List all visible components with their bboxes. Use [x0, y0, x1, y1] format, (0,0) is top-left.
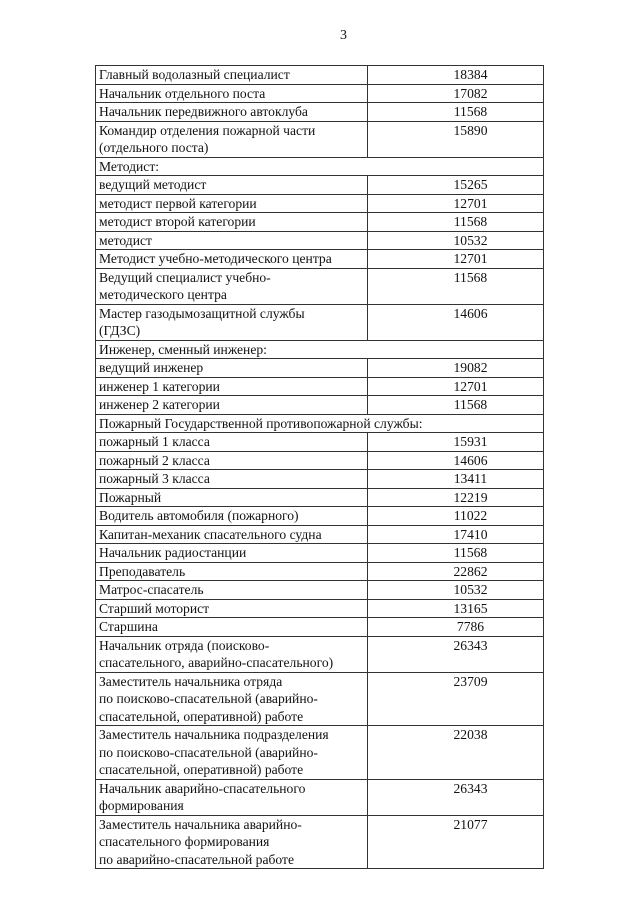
- table-row: [96, 231, 544, 250]
- position-name: Старший моторист: [96, 599, 368, 618]
- table-row: [96, 103, 544, 122]
- table-row: [96, 66, 544, 85]
- salary-value: 10532: [368, 231, 544, 250]
- salary-value: 22038: [368, 726, 544, 780]
- position-name: Старшина: [96, 618, 368, 637]
- salary-value: 17082: [368, 84, 544, 103]
- section-title: Пожарный Государственной противопожарной службы:: [96, 414, 544, 433]
- table-section-header: [96, 414, 544, 433]
- salary-value: 15931: [368, 433, 544, 452]
- salary-table: [95, 65, 544, 869]
- position-name: Заместитель начальника подразделения по поисково-спасательной (аварийно- спасательной, оперативной) работе: [96, 726, 368, 780]
- salary-value: 18384: [368, 66, 544, 85]
- table-row: [96, 507, 544, 526]
- table-row: [96, 213, 544, 232]
- salary-value: 11568: [368, 103, 544, 122]
- table-row: [96, 396, 544, 415]
- salary-value: 13411: [368, 470, 544, 489]
- table-row: [96, 779, 544, 815]
- salary-value: 12701: [368, 250, 544, 269]
- position-name: методист: [96, 231, 368, 250]
- salary-value: 12701: [368, 377, 544, 396]
- position-name: инженер 1 категории: [96, 377, 368, 396]
- position-name: Начальник передвижного автоклуба: [96, 103, 368, 122]
- position-name: Главный водолазный специалист: [96, 66, 368, 85]
- position-name: Командир отделения пожарной части (отдельного поста): [96, 121, 368, 157]
- salary-value: 12219: [368, 488, 544, 507]
- position-name: пожарный 2 класса: [96, 451, 368, 470]
- salary-value: 12701: [368, 194, 544, 213]
- table-row: [96, 470, 544, 489]
- position-name: Начальник отряда (поисково- спасательного, аварийно-спасательного): [96, 636, 368, 672]
- position-name: Начальник аварийно-спасательного формирования: [96, 779, 368, 815]
- table-row: [96, 581, 544, 600]
- position-name: Водитель автомобиля (пожарного): [96, 507, 368, 526]
- position-name: инженер 2 категории: [96, 396, 368, 415]
- salary-value: 11568: [368, 544, 544, 563]
- table-row: [96, 433, 544, 452]
- table-row: [96, 672, 544, 726]
- section-title: Методист:: [96, 157, 544, 176]
- position-name: ведущий методист: [96, 176, 368, 195]
- page-number: 3: [340, 28, 347, 43]
- position-name: методист первой категории: [96, 194, 368, 213]
- salary-value: 10532: [368, 581, 544, 600]
- salary-value: 13165: [368, 599, 544, 618]
- table-section-header: [96, 340, 544, 359]
- position-name: пожарный 1 класса: [96, 433, 368, 452]
- salary-value: 26343: [368, 779, 544, 815]
- position-name: Пожарный: [96, 488, 368, 507]
- position-name: ведущий инженер: [96, 359, 368, 378]
- table-row: [96, 359, 544, 378]
- position-name: Капитан-механик спасательного судна: [96, 525, 368, 544]
- table-row: [96, 84, 544, 103]
- table-row: [96, 451, 544, 470]
- table-row: [96, 268, 544, 304]
- table-row: [96, 525, 544, 544]
- salary-value: 11568: [368, 396, 544, 415]
- position-name: Методист учебно-методического центра: [96, 250, 368, 269]
- table-row: [96, 488, 544, 507]
- salary-value: 23709: [368, 672, 544, 726]
- salary-value: 15265: [368, 176, 544, 195]
- salary-value: 11022: [368, 507, 544, 526]
- salary-value: 26343: [368, 636, 544, 672]
- salary-value: 19082: [368, 359, 544, 378]
- table-row: [96, 121, 544, 157]
- table-row: [96, 562, 544, 581]
- position-name: пожарный 3 класса: [96, 470, 368, 489]
- section-title: Инженер, сменный инженер:: [96, 340, 544, 359]
- salary-value: 21077: [368, 815, 544, 869]
- salary-value: 14606: [368, 451, 544, 470]
- position-name: Начальник отдельного поста: [96, 84, 368, 103]
- salary-value: 14606: [368, 304, 544, 340]
- table-row: [96, 377, 544, 396]
- position-name: Ведущий специалист учебно- методического центра: [96, 268, 368, 304]
- salary-value: 15890: [368, 121, 544, 157]
- table-row: [96, 176, 544, 195]
- position-name: методист второй категории: [96, 213, 368, 232]
- table-row: [96, 815, 544, 869]
- position-name: Матрос-спасатель: [96, 581, 368, 600]
- position-name: Преподаватель: [96, 562, 368, 581]
- table-row: [96, 544, 544, 563]
- salary-value: 17410: [368, 525, 544, 544]
- salary-value: 11568: [368, 213, 544, 232]
- position-name: Мастер газодымозащитной службы (ГДЗС): [96, 304, 368, 340]
- salary-value: 11568: [368, 268, 544, 304]
- table-row: [96, 304, 544, 340]
- position-name: Заместитель начальника отряда по поисково-спасательной (аварийно- спасательной, оперативной) работе: [96, 672, 368, 726]
- salary-value: 7786: [368, 618, 544, 637]
- table-row: [96, 194, 544, 213]
- position-name: Начальник радиостанции: [96, 544, 368, 563]
- table-row: [96, 618, 544, 637]
- table-row: [96, 726, 544, 780]
- salary-value: 22862: [368, 562, 544, 581]
- table-row: [96, 599, 544, 618]
- table-row: [96, 636, 544, 672]
- table-row: [96, 250, 544, 269]
- position-name: Заместитель начальника аварийно- спасательного формирования по аварийно-спасательной работе: [96, 815, 368, 869]
- table-section-header: [96, 157, 544, 176]
